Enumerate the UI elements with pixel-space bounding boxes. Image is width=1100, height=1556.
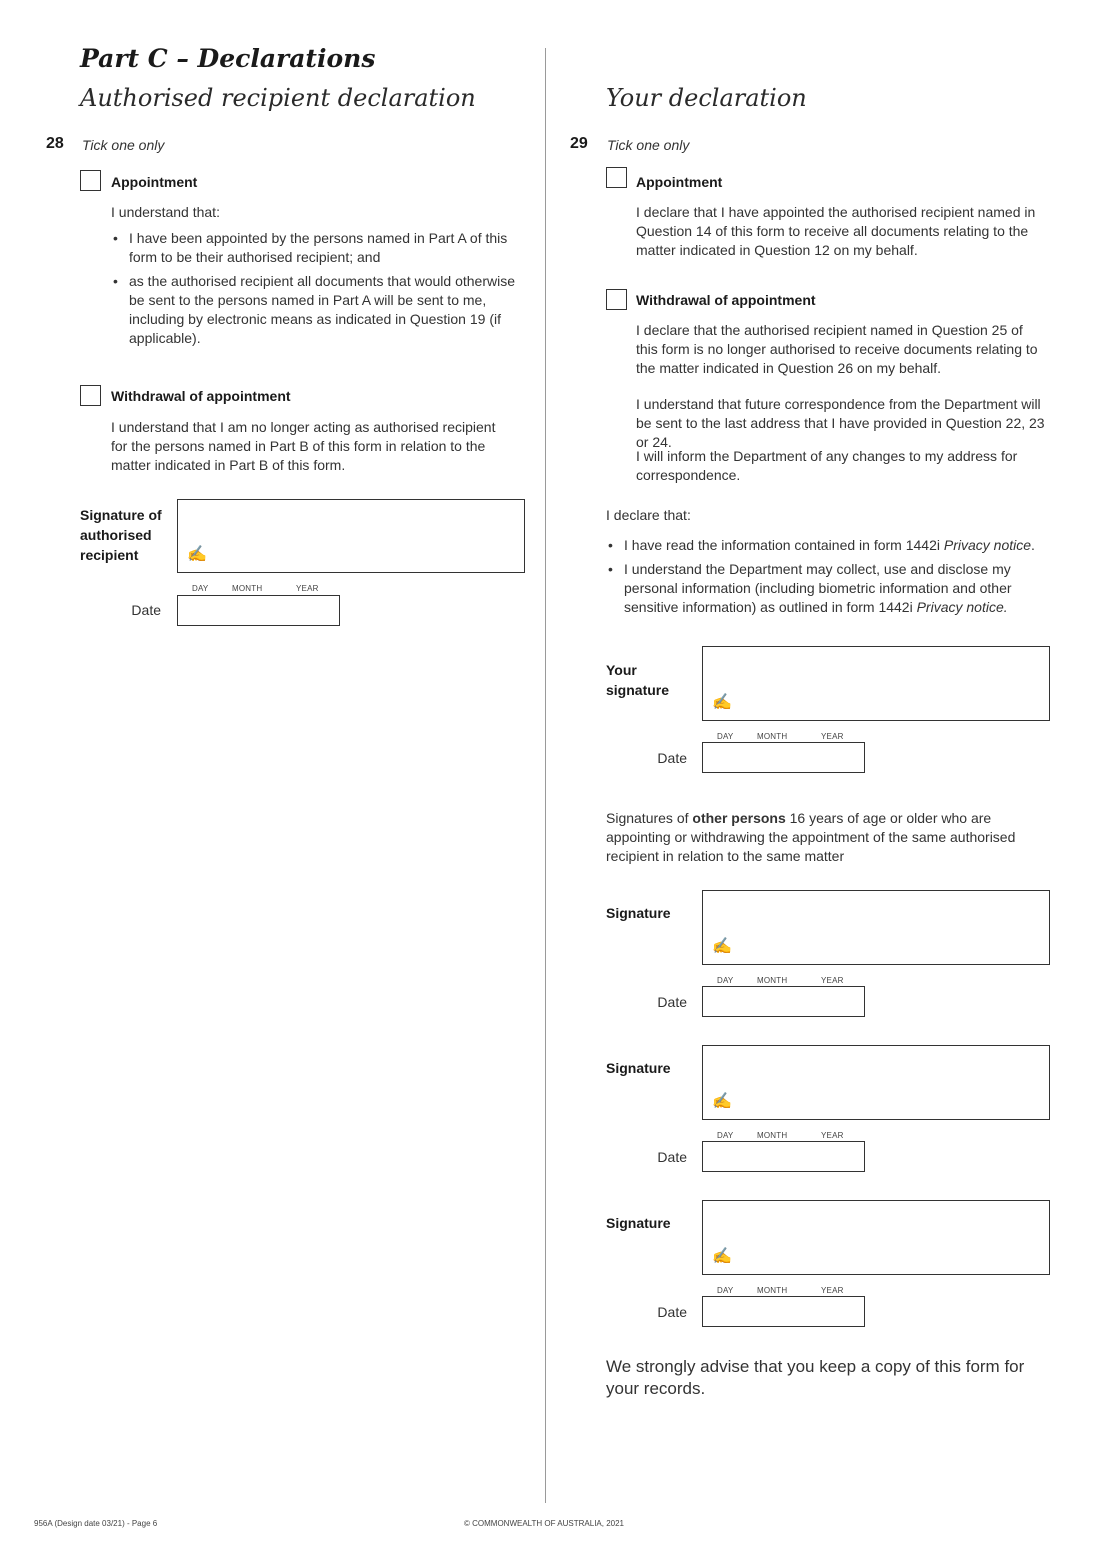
pen-icon: ✍ bbox=[187, 546, 207, 563]
q28-withdrawal-title: Withdrawal of appointment bbox=[111, 388, 291, 404]
column-divider bbox=[545, 48, 546, 1503]
date-label: Date bbox=[657, 750, 687, 766]
other-persons-intro: Signatures of other persons 16 years of age or older who are appointing or withdrawing the appointment of the same authorised recipient in relation to the same matter bbox=[606, 810, 1016, 864]
q28-appointment-intro: I understand that: bbox=[111, 204, 220, 220]
question-29-number: 29 bbox=[570, 135, 588, 152]
declare-intro: I declare that: bbox=[606, 507, 691, 523]
authorised-recipient-signature-field[interactable] bbox=[177, 499, 525, 573]
right-subheading: Your declaration bbox=[606, 84, 807, 112]
other-date-field-2[interactable] bbox=[702, 1141, 865, 1172]
list-item: • I have been appointed by the persons named in Part A of this form to be their authorised recipient; and bbox=[111, 229, 521, 267]
date-month-label: MONTH bbox=[757, 976, 788, 985]
date-year-label: YEAR bbox=[821, 1131, 844, 1140]
q29-withdrawal-text-1: I declare that the authorised recipient named in Question 25 of this form is no longer authorised to receive documents relating to the matter indicated in Question 26 on my behalf. bbox=[636, 322, 1038, 376]
authorised-recipient-date-field[interactable] bbox=[177, 595, 340, 626]
date-day-label: DAY bbox=[717, 1286, 734, 1295]
footer-copyright: © COMMONWEALTH OF AUSTRALIA, 2021 bbox=[464, 1519, 624, 1528]
date-month-label: MONTH bbox=[757, 1286, 788, 1295]
q29-appointment-checkbox[interactable] bbox=[606, 167, 627, 188]
date-day-label: DAY bbox=[717, 732, 734, 741]
footer-page-info: 956A (Design date 03/21) - Page 6 bbox=[34, 1519, 158, 1528]
other-signature-field-3[interactable] bbox=[702, 1200, 1050, 1275]
q28-withdrawal-checkbox[interactable] bbox=[80, 385, 101, 406]
date-year-label: YEAR bbox=[821, 1286, 844, 1295]
q29-withdrawal-text-2: I understand that future correspondence from the Department will be sent to the last address that I have provided in Question 22, 23 or 24. bbox=[636, 396, 1045, 450]
your-signature-label: Your signature bbox=[606, 662, 670, 698]
date-year-label: YEAR bbox=[296, 584, 319, 593]
date-month-label: MONTH bbox=[757, 1131, 788, 1140]
q29-withdrawal-title: Withdrawal of appointment bbox=[636, 292, 816, 308]
q28-withdrawal-text: I understand that I am no longer acting as authorised recipient for the persons named in Part B of this form in relation to the matter indicated in Part B of this form. bbox=[111, 419, 496, 473]
pen-icon: ✍ bbox=[712, 1248, 732, 1265]
date-month-label: MONTH bbox=[757, 732, 788, 741]
declaration-bullets bbox=[606, 536, 1046, 622]
q28-appointment-bullets bbox=[111, 229, 521, 353]
q29-appointment-title: Appointment bbox=[636, 174, 723, 190]
left-subheading: Authorised recipient declaration bbox=[80, 84, 476, 112]
part-heading: Part C – Declarations bbox=[80, 44, 376, 73]
q29-withdrawal-checkbox[interactable] bbox=[606, 289, 627, 310]
question-29-instruction: Tick one only bbox=[607, 137, 690, 153]
q29-withdrawal-text-3: I will inform the Department of any changes to my address for correspondence. bbox=[636, 448, 1018, 483]
question-28-instruction: Tick one only bbox=[82, 137, 165, 153]
other-signature-label: Signature bbox=[606, 905, 671, 921]
other-date-field-1[interactable] bbox=[702, 986, 865, 1017]
q28-appointment-title: Appointment bbox=[111, 174, 198, 190]
date-label: Date bbox=[657, 1304, 687, 1320]
q28-appointment-checkbox[interactable] bbox=[80, 170, 101, 191]
keep-copy-advice: We strongly advise that you keep a copy of this form for your records. bbox=[606, 1357, 1025, 1398]
date-label: Date bbox=[657, 994, 687, 1010]
date-day-label: DAY bbox=[192, 584, 209, 593]
date-label: Date bbox=[131, 602, 161, 618]
pen-icon: ✍ bbox=[712, 938, 732, 955]
date-year-label: YEAR bbox=[821, 976, 844, 985]
other-signature-label: Signature bbox=[606, 1215, 671, 1231]
date-year-label: YEAR bbox=[821, 732, 844, 741]
date-day-label: DAY bbox=[717, 1131, 734, 1140]
list-item: • I understand the Department may collect, use and disclose my personal information (including biometric information and other sensitive information) as outlined in form 1442i Privacy notice. bbox=[606, 560, 1046, 617]
pen-icon: ✍ bbox=[712, 1093, 732, 1110]
other-date-field-3[interactable] bbox=[702, 1296, 865, 1327]
other-signature-field-2[interactable] bbox=[702, 1045, 1050, 1120]
your-signature-field[interactable] bbox=[702, 646, 1050, 721]
date-day-label: DAY bbox=[717, 976, 734, 985]
pen-icon: ✍ bbox=[712, 694, 732, 711]
list-item: • as the authorised recipient all documents that would otherwise be sent to the persons named in Part A will be sent to me, including by electronic means as indicated in Question 19 (if applicable). bbox=[111, 272, 521, 348]
other-signature-field-1[interactable] bbox=[702, 890, 1050, 965]
authorised-recipient-signature-label: Signature of authorised recipient bbox=[80, 507, 162, 563]
question-28-number: 28 bbox=[46, 135, 64, 152]
q29-appointment-text: I declare that I have appointed the authorised recipient named in Question 14 of this form to receive all documents relating to the matter indicated in Question 12 on my behalf. bbox=[636, 204, 1036, 258]
date-month-label: MONTH bbox=[232, 584, 263, 593]
your-date-field[interactable] bbox=[702, 742, 865, 773]
other-signature-label: Signature bbox=[606, 1060, 671, 1076]
date-label: Date bbox=[657, 1149, 687, 1165]
list-item: • I have read the information contained in form 1442i Privacy notice. bbox=[606, 536, 1046, 555]
